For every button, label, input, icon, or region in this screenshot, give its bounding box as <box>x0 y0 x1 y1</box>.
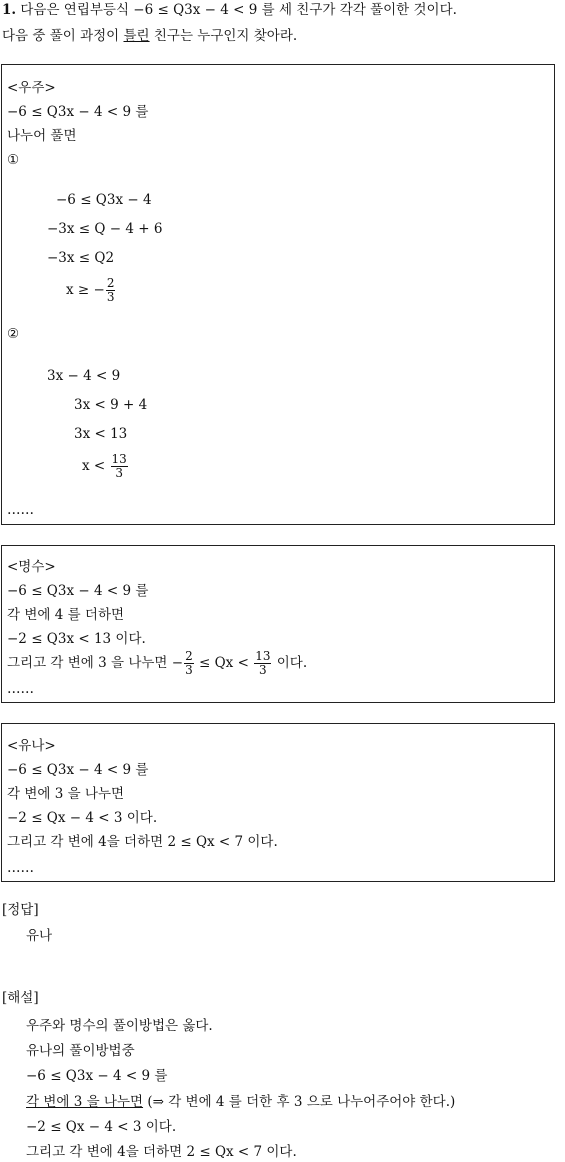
box1-step8-text: x < <box>82 458 110 474</box>
box1-step5: 3x − 4 < 9 <box>47 368 121 384</box>
box1-line2: 나누어 풀면 <box>7 128 77 144</box>
denominator: 3 <box>115 466 123 480</box>
explanation-line6: 그리고 각 변에 4을 더하면 2 ≤ Qx < 7 이다. <box>26 1144 297 1160</box>
fraction <box>184 650 194 677</box>
explanation-underlined: 각 변에 3 을 나누면 <box>26 1094 144 1110</box>
box1-line1: −6 ≤ Q3x − 4 < 9 를 <box>7 104 149 120</box>
fraction <box>111 453 128 480</box>
box2-line4-text-a: 그리고 각 변에 3 을 나누면 − <box>7 655 184 671</box>
denominator: 3 <box>106 290 115 304</box>
numerator: 13 <box>111 452 127 466</box>
box3-dots: …… <box>7 860 34 876</box>
box2-title: <명수> <box>7 559 56 575</box>
numerator: 13 <box>255 649 271 663</box>
explanation-line3: −6 ≤ Q3x − 4 < 9 를 <box>26 1068 168 1084</box>
box3-line4: 그리고 각 변에 4을 더하면 2 ≤ Qx < 7 이다. <box>7 834 278 850</box>
box1-title: <우주> <box>7 80 56 96</box>
numerator: 2 <box>185 649 193 663</box>
problem-number: 1. <box>2 2 17 18</box>
box1-step7: 3x < 13 <box>74 426 128 442</box>
box2-dots: …… <box>7 681 34 697</box>
box2-line4-text-b: ≤ Qx < <box>194 655 254 671</box>
box2-line4-text-c: 이다. <box>272 655 308 671</box>
box1-step8 <box>82 448 129 484</box>
box1-step2: −3x ≤ Q − 4 + 6 <box>47 221 163 237</box>
box2-line4 <box>7 645 307 681</box>
box1-step3: −3x ≤ Q2 <box>47 250 115 266</box>
box3-title: <유나> <box>7 738 56 754</box>
box1-case1-marker: ① <box>7 152 20 168</box>
box3-line3: −2 ≤ Qx − 4 < 3 이다. <box>7 810 158 826</box>
fraction <box>106 277 116 304</box>
explanation-line1: 우주와 명수의 풀이방법은 옳다. <box>26 1018 213 1034</box>
explanation-line2: 유나의 풀이방법중 <box>26 1043 135 1059</box>
problem-text-line2a: 다음 중 풀이 과정이 <box>2 28 124 44</box>
box2-line1: −6 ≤ Q3x − 4 < 9 를 <box>7 583 149 599</box>
answer-value: 유나 <box>26 928 53 944</box>
box1-step1: −6 ≤ Q3x − 4 <box>56 192 152 208</box>
box2-line2: 각 변에 4 를 더하면 <box>7 607 125 623</box>
wrong-underlined: 틀린 <box>123 28 150 44</box>
denominator: 3 <box>185 663 193 677</box>
problem-statement-line2 <box>2 26 297 46</box>
box1-step6: 3x < 9 + 4 <box>74 397 148 413</box>
box1-dots: …… <box>7 502 34 518</box>
box1-step4-text: x ≥ − <box>66 282 105 298</box>
problem-text-line1: 다음은 연립부등식 −6 ≤ Q3x − 4 < 9 를 세 친구가 각각 풀이한 것이다. <box>20 2 457 18</box>
box1-case2-marker: ② <box>7 326 20 342</box>
box1-step4 <box>66 272 116 308</box>
problem-statement-line1 <box>2 0 457 20</box>
explanation-line5: −2 ≤ Qx − 4 < 3 이다. <box>26 1119 177 1135</box>
fraction <box>254 650 271 677</box>
box3-line2: 각 변에 3 을 나누면 <box>7 786 125 802</box>
problem-text-line2b: 친구는 누구인지 찾아라. <box>149 28 298 44</box>
explanation-label: [해설] <box>2 990 39 1006</box>
explanation-line4-note: (⇒ 각 변에 4 를 더한 후 3 으로 나누어주어야 한다.) <box>143 1094 456 1110</box>
box2-line3: −2 ≤ Q3x < 13 이다. <box>7 631 146 647</box>
explanation-line4 <box>26 1092 455 1112</box>
box3-line1: −6 ≤ Q3x − 4 < 9 를 <box>7 762 149 778</box>
answer-label: [정답] <box>2 902 39 918</box>
numerator: 2 <box>106 276 115 290</box>
denominator: 3 <box>259 663 267 677</box>
